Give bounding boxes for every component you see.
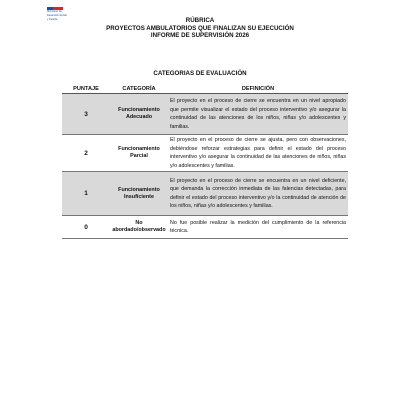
- table-row: [62, 172, 348, 216]
- section-title: CATEGORIAS DE EVALUACIÓN: [153, 70, 247, 77]
- category-cell: No abordado/observado: [110, 216, 168, 239]
- category-cell: Funcionamiento Insuficiente: [110, 172, 168, 216]
- header-definition: DEFINICIÓN: [168, 84, 348, 94]
- category-cell: Funcionamiento Parcial: [110, 135, 168, 172]
- definition-cell: El proyecto en el proceso de cierre se encuentra en un nivel deficiente, que demanda la corrección inmediata de las falencias detectadas, para definir el estado del proceso interventivo y/o la continuidad de atención de los niños, niñas y/o adolescentes y familias.: [168, 172, 348, 216]
- score-cell: 2: [62, 135, 110, 172]
- category-cell: Funcionamiento Adecuado: [110, 94, 168, 135]
- score-cell: 3: [62, 94, 110, 135]
- table-row: [62, 135, 348, 172]
- table-header-row: [62, 84, 348, 94]
- score-cell: 0: [62, 216, 110, 239]
- logo-line-1: Ministerio de: [47, 10, 62, 13]
- definition-cell: No fue posible realizar la medición del cumplimiento de la referencia técnica.: [168, 216, 348, 239]
- header-category: CATEGORÍA: [110, 84, 168, 94]
- logo-line-2: Desarrollo Social: [47, 13, 67, 17]
- doc-subtitle: PROYECTOS AMBULATORIOS QUE FINALIZAN SU EJECUCIÓN: [106, 24, 294, 32]
- doc-title: RÚBRICA: [185, 17, 215, 24]
- definition-cell: El proyecto en el proceso de cierre se ajusta, pero con observaciones, debiéndose reforzar estrategias para definir el estado del proceso interventivo y/o asegurar la continuidad de las atenciones de niños, niñas y/o adolescentes y familias.: [168, 135, 348, 172]
- table-row: [62, 94, 348, 135]
- definition-cell: El proyecto en el proceso de cierre se encuentra en un nivel apropiado que permite visualizar el estado del proceso interventivo y/o asegurar la continuidad de las atenciones de los niños, niñas y/o adolescentes y familias.: [168, 94, 348, 135]
- header-score: PUNTAJE: [62, 84, 110, 94]
- rubric-table: [62, 84, 348, 239]
- score-cell: 1: [62, 172, 110, 216]
- doc-report-name: INFORME DE SUPERVISIÓN 2026: [150, 32, 250, 40]
- logo-line-3: y Familia: [47, 17, 58, 21]
- table-row: [62, 216, 348, 239]
